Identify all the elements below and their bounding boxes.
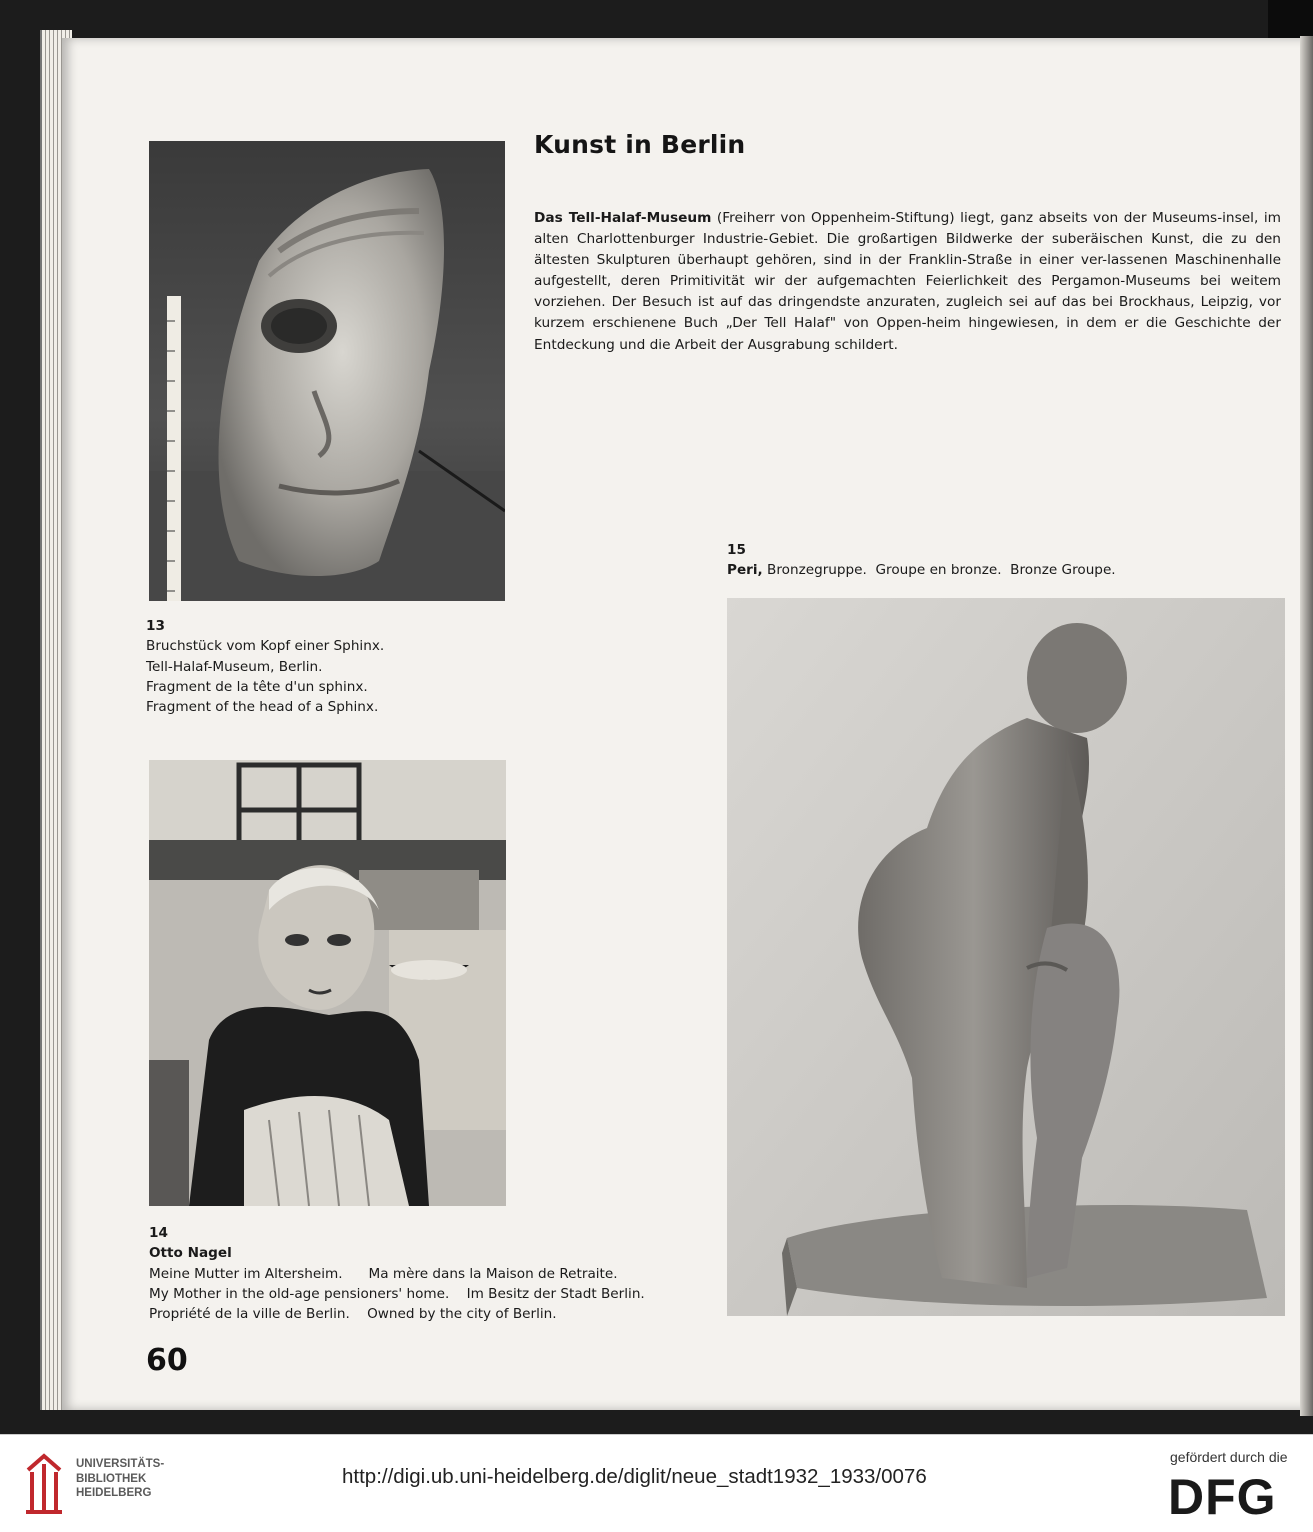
scan-corner: [1268, 0, 1313, 40]
caption-line: Bronzegruppe. Groupe en bronze. Bronze Groupe.: [762, 562, 1116, 579]
logo-line: BIBLIOTHEK: [76, 1472, 147, 1485]
logo-line: UNIVERSITÄTS-: [76, 1458, 165, 1470]
viewer-footer: [0, 1434, 1313, 1532]
figure-number: 13: [146, 618, 165, 634]
photo-sphinx-fragment: [149, 141, 505, 601]
figure-number: 15: [727, 542, 746, 558]
caption-figure-14: [149, 1223, 645, 1324]
logo-line: HEIDELBERG: [76, 1487, 152, 1499]
artist-name: Otto Nagel: [149, 1245, 232, 1262]
page-gutter-edge: [1300, 36, 1313, 1416]
caption-line: Fragment of the head of a Sphinx.: [146, 699, 379, 716]
library-logo-icon: [22, 1450, 66, 1516]
caption-line: My Mother in the old-age pensioners' home. Im Besitz der Stadt Berlin.: [149, 1285, 645, 1302]
page-number: 60: [146, 1343, 188, 1378]
caption-figure-13: [146, 616, 384, 717]
intro-paragraph: [534, 208, 1281, 356]
funding-note: gefördert durch die: [1170, 1449, 1288, 1465]
permalink-url[interactable]: http://digi.ub.uni-heidelberg.de/diglit/neue_stadt1932_1933/0076: [342, 1465, 927, 1488]
intro-lead: Das Tell-Halaf-Museum: [534, 210, 712, 226]
library-logo-text: [76, 1457, 164, 1501]
caption-figure-15: [727, 540, 1116, 581]
dfg-logo: DFG: [1168, 1469, 1277, 1525]
page-heading: Kunst in Berlin: [534, 130, 746, 159]
caption-line: Propriété de la ville de Berlin. Owned by the city of Berlin.: [149, 1306, 557, 1323]
caption-line: Fragment de la tête d'un sphinx.: [146, 678, 368, 695]
photo-otto-nagel-painting: [149, 760, 506, 1206]
intro-text: (Freiherr von Oppenheim-Stiftung) liegt, ganz abseits von der Museums-insel, im alten Charlottenburger Industrie-Gebiet. Die großartigen Bildwerke der suberäischen Kunst, die zu den ältesten Skulpturen überhaupt gehören, sind in der Franklin-Straße in einer ver-lassenen Maschinenhalle aufgestellt, deren Primitivität wir der aufgemachten Feierlichkeit des Pergamon-Museums bei weitem vorziehen. Der Besuch ist auf das dringendste anzuraten, zugleich sei auf das bei Brockhaus, Leipzig, vor kurzem erschienene Buch „Der Tell Halaf" von Oppen-heim hingewiesen, in dem er die Geschichte der Entdeckung und die Arbeit der Ausgrabung schildert.: [534, 210, 1281, 353]
artist-name: Peri,: [727, 562, 763, 579]
caption-line: Meine Mutter im Altersheim. Ma mère dans la Maison de Retraite.: [149, 1265, 618, 1282]
photo-peri-bronze-group: [727, 598, 1285, 1316]
caption-line: Bruchstück vom Kopf einer Sphinx.: [146, 638, 385, 655]
figure-number: 14: [149, 1225, 168, 1241]
caption-line: Tell-Halaf-Museum, Berlin.: [146, 658, 323, 675]
